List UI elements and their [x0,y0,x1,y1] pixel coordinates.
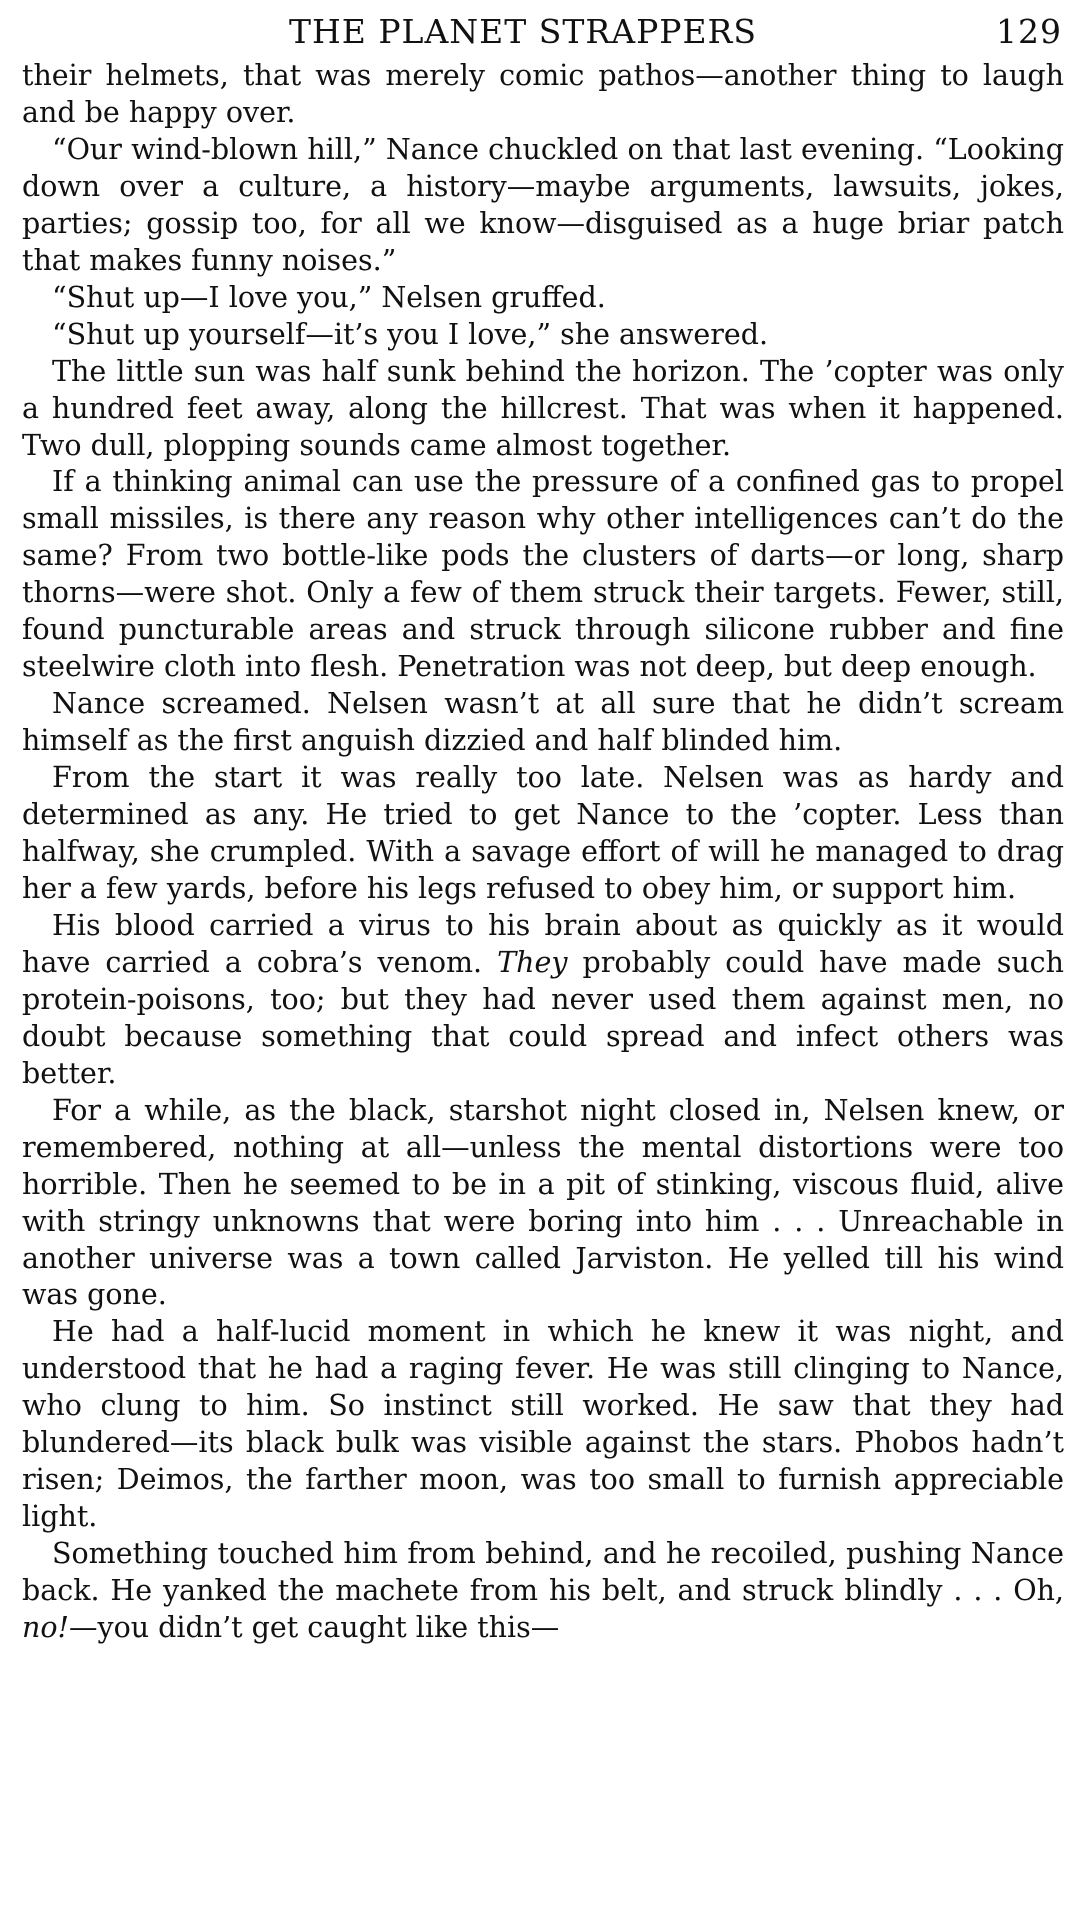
paragraph [22,908,1064,1093]
text-run: For a while, as the black, starshot night closed in, Nelsen knew, or remembered, nothing at all—unless the mental distortions were too horrible. Then he seemed to be in a pit of stinking, viscous fluid, alive with stringy unknowns that were boring into him . . . Unreachable in another universe was a town called Jarviston. He yelled till his wind was gone. [22,1093,1064,1312]
paragraph [22,132,1064,280]
paragraph [22,1314,1064,1536]
paragraph [22,58,1064,132]
text-run: Something touched him from behind, and he recoiled, pushing Nance back. He yanked the machete from his belt, and struck blindly . . . Oh, [22,1537,1064,1608]
paragraph [22,354,1064,465]
text-run: If a thinking animal can use the pressure of a confined gas to propel small missiles, is there any reason why other intelligences can’t do the same? From two bottle-like pods the clusters of darts—or long, sharp thorns—were shot. Only a few of them struck their targets. Fewer, still, found puncturable areas and struck through silicone rubber and fine steelwire cloth into flesh. Penetration was not deep, but deep enough. [22,465,1064,684]
text-run: Nance screamed. Nelsen wasn’t at all sure that he didn’t scream himself as the first anguish dizzied and half blinded him. [22,687,1064,758]
paragraph [22,1093,1064,1315]
text-run: His blood carried a virus to his brain about as quickly as it would have carried a cobra’s venom. [22,908,1064,979]
text-run: The little sun was half sunk behind the horizon. The ’copter was only a hundred feet away, along the hillcrest. That was when it happened. Two dull, plopping sounds came almost together. [22,354,1064,462]
paragraph [22,280,1064,317]
paragraph [22,317,1064,354]
running-title: THE PLANET STRAPPERS [288,12,758,51]
text-run: “Our wind-blown hill,” Nance chuckled on that last evening. “Looking down over a culture, a history—maybe arguments, lawsuits, jokes, parties; gossip too, for all we know—disguised as a huge briar patch that makes funny noises.” [22,132,1064,277]
page-number: 129 [996,12,1062,51]
text-run: “Shut up—I love you,” Nelsen gruffed. [52,280,606,314]
paragraph [22,760,1064,908]
paragraph [22,686,1064,760]
text-run: “Shut up yourself—it’s you I love,” she answered. [52,317,769,351]
text-run: probably could have made such protein-poisons, too; but they had never used them against men, no doubt because something that could spread and infect others was better. [22,945,1064,1090]
paragraph [22,1536,1064,1647]
paragraph [22,464,1064,686]
italic-text: no! [22,1611,69,1645]
body-text [22,58,1064,1647]
italic-text: They [497,945,568,979]
text-run: From the start it was really too late. Nelsen was as hardy and determined as any. He tried to get Nance to the ’copter. Less than halfway, she crumpled. With a savage effort of will he managed to drag her a few yards, before his legs refused to obey him, or support him. [22,761,1064,905]
running-head [22,8,1064,56]
text-run: their helmets, that was merely comic pathos—another thing to laugh and be happy over. [22,59,1064,129]
book-page [22,8,1064,1903]
text-run: He had a half-lucid moment in which he knew it was night, and understood that he had a raging fever. He was still clinging to Nance, who clung to him. So instinct still worked. He saw that they had blundered—its black bulk was visible against the stars. Phobos hadn’t risen; Deimos, the farther moon, was too small to furnish appreciable light. [22,1315,1064,1534]
text-run: —you didn’t get caught like this— [68,1611,560,1645]
